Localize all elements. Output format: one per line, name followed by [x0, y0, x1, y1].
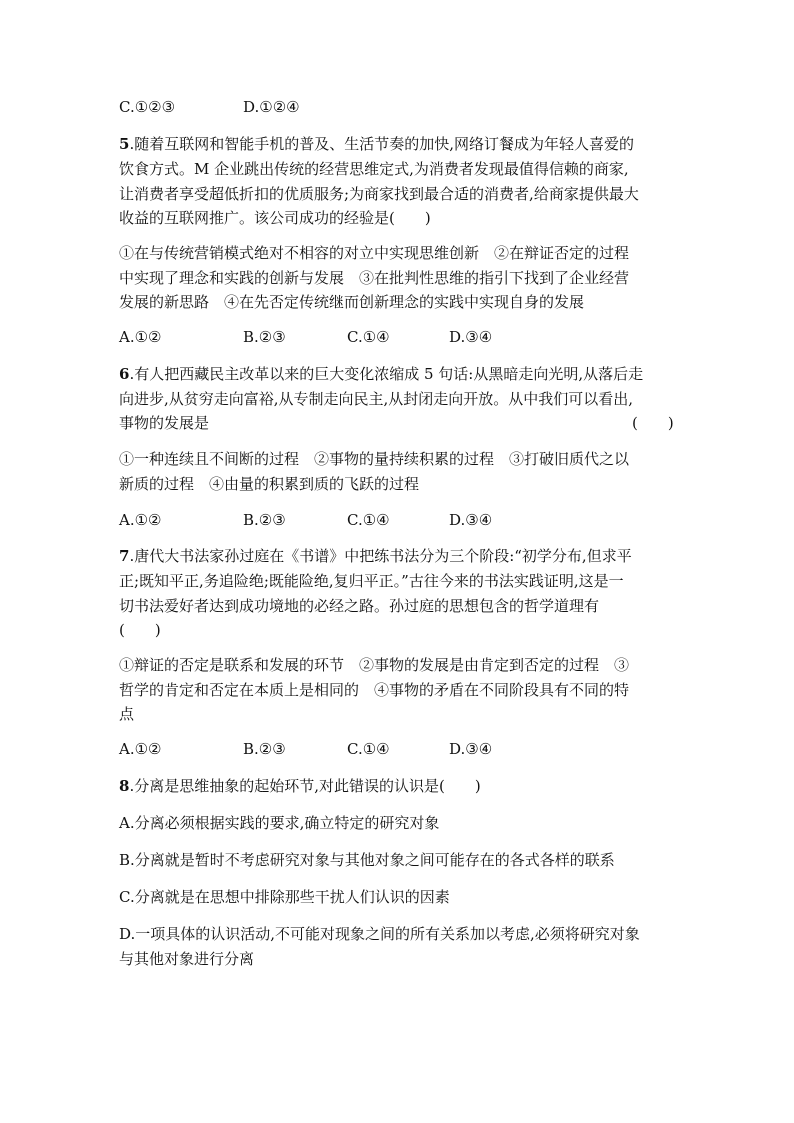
q8-option-c: C.分离就是在思想中排除那些干扰人们认识的因素 — [119, 888, 450, 906]
q8-option-b: B.分离就是暂时不考虑研究对象与其他对象之间可能存在的各式各样的联系 — [119, 851, 615, 869]
q5-option-line-3: 发展的新思路 ④在先否定传统继而创新理念的实践中实现自身的发展 — [119, 293, 585, 311]
q5-choice-d: D.③④ — [449, 328, 493, 346]
q6-choice-b: B.②③ — [243, 511, 286, 529]
q5-choice-b: B.②③ — [243, 328, 286, 346]
q6-choice-a: A.①② — [119, 511, 162, 529]
q7-option-line-3: 点 — [119, 705, 135, 723]
q8-option-d-line-2: 与其他对象进行分离 — [119, 950, 255, 968]
q4-choice-d: D.①②④ — [243, 98, 300, 116]
q5-stem-line-3: 让消费者享受超低折扣的优质服务;为商家找到最合适的消费者,给商家提供最大 — [119, 185, 639, 203]
q7-choice-c: C.①④ — [347, 740, 390, 758]
q6-answer-paren: ( ) — [632, 414, 674, 432]
q7-option-line-2: 哲学的肯定和否定在本质上是相同的 ④事物的矛盾在不同阶段具有不同的特 — [119, 681, 630, 699]
q6-option-line-1: ①一种连续且不间断的过程 ②事物的量持续积累的过程 ③打破旧质代之以 — [119, 450, 630, 468]
q7-choice-a: A.①② — [119, 740, 162, 758]
q5-choices — [119, 325, 679, 349]
q5-choice-a: A.①② — [119, 328, 162, 346]
q6-stem-line-1: 6.有人把西藏民主改革以来的巨大变化浓缩成 5 句话:从黑暗走向光明,从落后走 — [119, 365, 644, 383]
q6-number: 6 — [119, 365, 130, 383]
q7-choice-b: B.②③ — [243, 740, 286, 758]
q5-choice-c: C.①④ — [347, 328, 390, 346]
q6-stem-line-3: 事物的发展是 — [119, 414, 210, 432]
q5-stem-line-4: 收益的互联网推广。该公司成功的经验是( ) — [119, 209, 431, 227]
q7-option-line-1: ①辩证的否定是联系和发展的环节 ②事物的发展是由肯定到否定的过程 ③ — [119, 656, 630, 674]
q8-option-d-line-1: D.一项具体的认识活动,不可能对现象之间的所有关系加以考虑,必须将研究对象 — [119, 925, 640, 943]
q7-choice-d: D.③④ — [449, 740, 493, 758]
q6-choice-c: C.①④ — [347, 511, 390, 529]
q6-choice-d: D.③④ — [449, 511, 493, 529]
q6-choices — [119, 508, 679, 532]
q4-choices — [119, 95, 679, 119]
q7-stem-line-1: 7.唐代大书法家孙过庭在《书谱》中把练书法分为三个阶段:“初学分布,但求平 — [119, 547, 632, 565]
q8-number: 8 — [119, 777, 130, 795]
q5-option-line-1: ①在与传统营销模式绝对不相容的对立中实现思维创新 ②在辩证否定的过程 — [119, 244, 630, 262]
q7-choices — [119, 737, 679, 761]
q4-choice-c: C.①②③ — [119, 98, 176, 116]
q7-stem-line-2: 正;既知平正,务追险绝;既能险绝,复归平正。”古往今来的书法实践证明,这是一 — [119, 572, 624, 590]
q8-stem: 8.分离是思维抽象的起始环节,对此错误的认识是( ) — [119, 777, 481, 795]
q5-stem-line-1: 5.随着互联网和智能手机的普及、生活节奏的加快,网络订餐成为年轻人喜爱的 — [119, 135, 634, 153]
q5-number: 5 — [119, 135, 130, 153]
q6-stem-line-2: 向进步,从贫穷走向富裕,从专制走向民主,从封闭走向开放。从中我们可以看出, — [119, 390, 634, 408]
q7-number: 7 — [119, 547, 130, 565]
q8-option-a: A.分离必须根据实践的要求,确立特定的研究对象 — [119, 814, 440, 832]
q7-stem-line-4: ( ) — [119, 621, 161, 639]
q7-stem-line-3: 切书法爱好者达到成功境地的必经之路。孙过庭的思想包含的哲学道理有 — [119, 597, 600, 615]
q6-option-line-2: 新质的过程 ④由量的积累到质的飞跃的过程 — [119, 475, 420, 493]
q5-option-line-2: 中实现了理念和实践的创新与发展 ③在批判性思维的指引下找到了企业经营 — [119, 269, 630, 287]
q5-stem-line-2: 饮食方式。M 企业跳出传统的经营思维定式,为消费者发现最值得信赖的商家, — [119, 160, 629, 178]
